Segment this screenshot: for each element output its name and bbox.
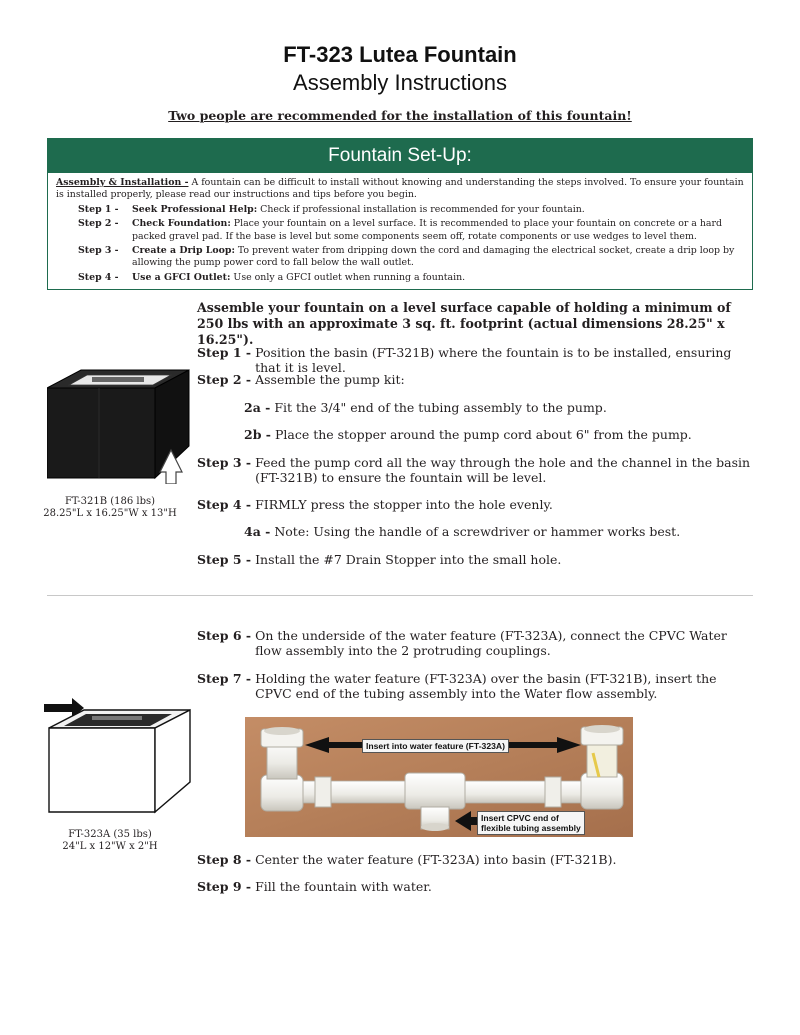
setup-step — [56, 218, 744, 243]
step-text: Center the water feature (FT-323A) into basin (FT-321B). — [255, 852, 617, 867]
page-title: FT-323 Lutea Fountain — [283, 42, 517, 67]
assembly-step — [197, 671, 757, 701]
setup-step — [56, 204, 744, 216]
setup-step-heading: Use a GFCI Outlet: — [132, 271, 231, 283]
step-text: FIRMLY press the stopper into the hole evenly. — [255, 497, 553, 512]
feature-dimensions: 24"L x 12"W x 2"H — [62, 841, 158, 852]
setup-step-heading: Seek Professional Help: — [132, 203, 258, 215]
setup-step-text: Place your fountain on a level surface. It is recommended to place your fountain on concrete or a hard packed gravel pad. If the base is level but some components seem off, rotate components or use wedges to level them. — [132, 218, 722, 242]
step-text: Fit the 3/4" end of the tubing assembly to the pump. — [274, 400, 607, 415]
photo-label-feature: Insert into water feature (FT-323A) — [362, 739, 509, 753]
feature-caption: FT-323A (35 lbs) — [68, 829, 152, 840]
step-number: 2a - — [244, 400, 271, 415]
photo-label-tubing — [477, 811, 585, 835]
install-notice: Two people are recommended for the installation of this fountain! — [168, 108, 632, 123]
step-number: 2b - — [244, 427, 271, 442]
assembly-substep — [197, 427, 757, 442]
setup-step-number: Step 4 - — [78, 271, 119, 283]
step-number: Step 9 - — [197, 879, 252, 894]
assembly-step — [197, 345, 757, 375]
step-text: Feed the pump cord all the way through the hole and the channel in the basin (FT-321B) to ensure the fountain will be level. — [255, 455, 751, 485]
assembly-lead: Assemble your fountain on a level surface capable of holding a minimum of 250 lbs with an approximate 3 sq. ft. footprint (actual dimensions 28.25" x 16.25"). — [197, 300, 731, 347]
setup-intro-lead: Assembly & Installation - — [56, 177, 189, 188]
step-number: Step 8 - — [197, 852, 252, 867]
step-text: Assemble the pump kit: — [255, 372, 405, 387]
setup-step-heading: Create a Drip Loop: — [132, 245, 235, 257]
basin-caption: FT-321B (186 lbs) — [64, 496, 156, 507]
assembly-step — [197, 372, 757, 387]
step-text: Holding the water feature (FT-323A) over the basin (FT-321B), insert the CPVC end of the tubing assembly into the Water flow assembly. — [255, 671, 717, 701]
setup-step-text: To prevent water from dripping down the cord and damaging the electrical socket, create a drip loop by allowing the pump power cord to fall below the wall outlet. — [132, 245, 735, 269]
step-text: Fill the fountain with water. — [255, 879, 432, 894]
step-text: Position the basin (FT-321B) where the fountain is to be installed, ensuring that it is level. — [255, 345, 732, 375]
setup-step-number: Step 3 - — [78, 245, 119, 257]
assembly-substep — [197, 400, 757, 415]
setup-body — [48, 173, 752, 284]
step-number: Step 7 - — [197, 671, 252, 686]
step-text: Place the stopper around the pump cord about 6" from the pump. — [274, 427, 692, 442]
step-number: Step 6 - — [197, 628, 252, 643]
basin-illustration — [47, 366, 193, 484]
step-number: Step 3 - — [197, 455, 252, 470]
assembly-step — [197, 455, 757, 485]
setup-heading: Fountain Set-Up: — [48, 139, 752, 173]
setup-step-number: Step 2 - — [78, 218, 119, 230]
assembly-substep — [197, 524, 757, 539]
assembly-step — [197, 879, 757, 894]
water-feature-illustration — [44, 698, 194, 816]
setup-panel — [47, 138, 753, 290]
page-subtitle: Assembly Instructions — [293, 70, 507, 95]
photo-label-tubing-line2: flexible tubing assembly — [481, 823, 581, 833]
assembly-step — [197, 852, 757, 867]
setup-intro — [56, 177, 744, 202]
step-text: Note: Using the handle of a screwdriver or hammer works best. — [274, 524, 681, 539]
setup-intro-text: A fountain can be difficult to install without knowing and understanding the steps involved. To ensure your fountain is installed properly, please read our instructions and tips before you begin. — [56, 177, 744, 201]
photo-label-tubing-line1: Insert CPVC end of — [481, 813, 559, 823]
assembly-step — [197, 628, 757, 658]
step-number: Step 5 - — [197, 552, 252, 567]
setup-step — [56, 245, 744, 270]
assembly-step — [197, 497, 757, 512]
step-text: Install the #7 Drain Stopper into the small hole. — [255, 552, 562, 567]
setup-step-heading: Check Foundation: — [132, 218, 231, 230]
step-number: 4a - — [244, 524, 271, 539]
section-divider — [47, 595, 753, 596]
step-text: On the underside of the water feature (FT-323A), connect the CPVC Water flow assembly into the 2 protruding couplings. — [255, 628, 727, 658]
step-number: Step 2 - — [197, 372, 252, 387]
cpvc-assembly-photo — [245, 717, 633, 837]
setup-step-number: Step 1 - — [78, 203, 119, 215]
assembly-step — [197, 552, 757, 567]
setup-step-text: Check if professional installation is recommended for your fountain. — [257, 203, 585, 215]
step-number: Step 1 - — [197, 345, 252, 360]
setup-step-text: Use only a GFCI outlet when running a fountain. — [230, 271, 466, 283]
step-number: Step 4 - — [197, 497, 252, 512]
basin-dimensions: 28.25"L x 16.25"W x 13"H — [43, 508, 177, 519]
setup-step — [56, 272, 744, 284]
